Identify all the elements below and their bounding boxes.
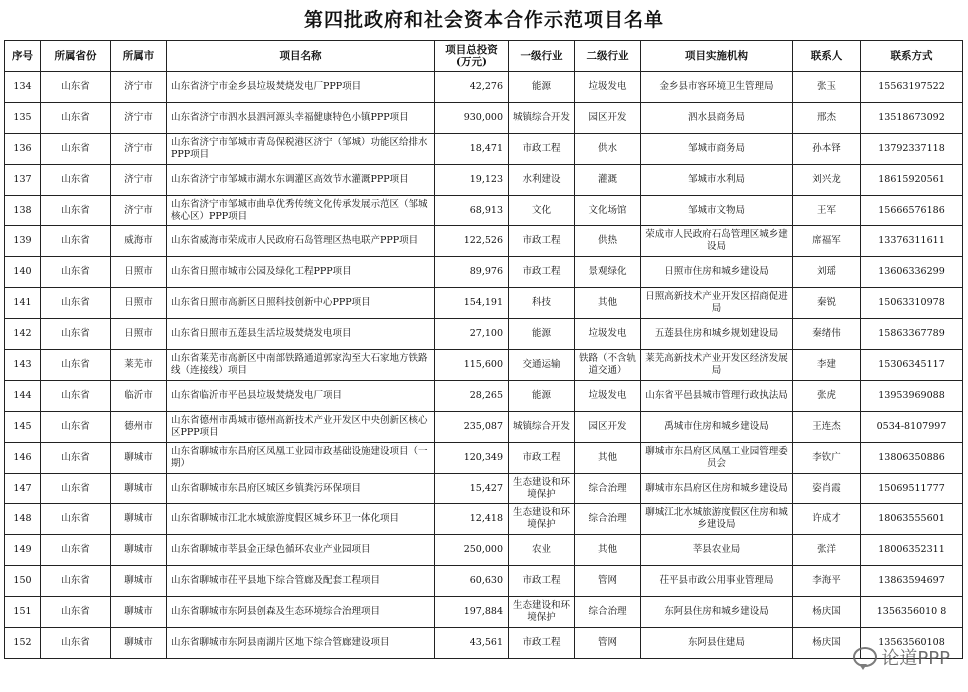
primary-industry-cell: 市政工程 — [509, 133, 575, 164]
project-name-cell: 山东省济宁市金乡县垃圾焚烧发电厂PPP项目 — [167, 72, 435, 103]
column-header: 所属市 — [111, 41, 167, 72]
province-cell: 山东省 — [41, 566, 111, 597]
secondary-industry-cell: 垃圾发电 — [575, 380, 641, 411]
implementing-agency-cell: 日照高新技术产业开发区招商促进局 — [641, 288, 793, 319]
city-cell: 聊城市 — [111, 473, 167, 504]
city-cell: 威海市 — [111, 226, 167, 257]
contact-phone-cell: 0534-8107997 — [861, 411, 963, 442]
contact-phone-cell: 18063555601 — [861, 504, 963, 535]
implementing-agency-cell: 莘县农业局 — [641, 535, 793, 566]
project-name-cell: 山东省聊城市茌平县地下综合管廊及配套工程项目 — [167, 566, 435, 597]
province-cell: 山东省 — [41, 597, 111, 628]
project-name-cell: 山东省德州市禹城市德州高新技术产业开发区中央创新区核心区PPP项目 — [167, 411, 435, 442]
secondary-industry-cell: 综合治理 — [575, 504, 641, 535]
total-investment-cell: 43,561 — [435, 628, 509, 659]
province-cell: 山东省 — [41, 195, 111, 226]
project-list-table — [4, 40, 963, 659]
total-investment-cell: 19,123 — [435, 164, 509, 195]
contact-phone-cell: 13953969088 — [861, 380, 963, 411]
secondary-industry-cell: 文化场馆 — [575, 195, 641, 226]
province-cell: 山东省 — [41, 350, 111, 381]
row-number-cell: 151 — [5, 597, 41, 628]
primary-industry-cell: 市政工程 — [509, 257, 575, 288]
table-row — [5, 597, 963, 628]
province-cell: 山东省 — [41, 442, 111, 473]
contact-phone-cell: 15063310978 — [861, 288, 963, 319]
contact-person-cell: 刘瑶 — [793, 257, 861, 288]
contact-phone-cell: 13806350886 — [861, 442, 963, 473]
column-header: 联系人 — [793, 41, 861, 72]
table-row — [5, 380, 963, 411]
row-number-cell: 136 — [5, 133, 41, 164]
city-cell: 莱芜市 — [111, 350, 167, 381]
primary-industry-cell: 生态建设和环境保护 — [509, 597, 575, 628]
province-cell: 山东省 — [41, 288, 111, 319]
contact-person-cell: 邢杰 — [793, 102, 861, 133]
primary-industry-cell: 交通运输 — [509, 350, 575, 381]
city-cell: 聊城市 — [111, 535, 167, 566]
total-investment-cell: 930,000 — [435, 102, 509, 133]
implementing-agency-cell: 茌平县市政公用事业管理局 — [641, 566, 793, 597]
project-name-cell: 山东省聊城市东昌府区城区乡镇粪污环保项目 — [167, 473, 435, 504]
table-row — [5, 164, 963, 195]
total-investment-cell: 235,087 — [435, 411, 509, 442]
implementing-agency-cell: 邹城市商务局 — [641, 133, 793, 164]
contact-phone-cell: 18615920561 — [861, 164, 963, 195]
province-cell: 山东省 — [41, 535, 111, 566]
secondary-industry-cell: 景观绿化 — [575, 257, 641, 288]
city-cell: 济宁市 — [111, 72, 167, 103]
province-cell: 山东省 — [41, 257, 111, 288]
row-number-cell: 148 — [5, 504, 41, 535]
primary-industry-cell: 生态建设和环境保护 — [509, 473, 575, 504]
table-row — [5, 133, 963, 164]
implementing-agency-cell: 山东省平邑县城市管理行政执法局 — [641, 380, 793, 411]
contact-phone-cell: 15069511777 — [861, 473, 963, 504]
city-cell: 济宁市 — [111, 195, 167, 226]
city-cell: 日照市 — [111, 257, 167, 288]
row-number-cell: 137 — [5, 164, 41, 195]
total-investment-cell: 15,427 — [435, 473, 509, 504]
primary-industry-cell: 能源 — [509, 319, 575, 350]
secondary-industry-cell: 供热 — [575, 226, 641, 257]
primary-industry-cell: 能源 — [509, 72, 575, 103]
primary-industry-cell: 能源 — [509, 380, 575, 411]
table-row — [5, 628, 963, 659]
wechat-bubble-icon — [853, 647, 877, 667]
primary-industry-cell: 农业 — [509, 535, 575, 566]
primary-industry-cell: 市政工程 — [509, 566, 575, 597]
contact-phone-cell: 15666576186 — [861, 195, 963, 226]
table-body — [5, 72, 963, 659]
contact-person-cell: 王军 — [793, 195, 861, 226]
project-name-cell: 山东省聊城市莘县金正绿色循环农业产业园项目 — [167, 535, 435, 566]
implementing-agency-cell: 邹城市文物局 — [641, 195, 793, 226]
total-investment-cell: 12,418 — [435, 504, 509, 535]
city-cell: 日照市 — [111, 288, 167, 319]
province-cell: 山东省 — [41, 164, 111, 195]
city-cell: 济宁市 — [111, 164, 167, 195]
contact-phone-cell: 15563197522 — [861, 72, 963, 103]
contact-person-cell: 张玉 — [793, 72, 861, 103]
column-header: 项目名称 — [167, 41, 435, 72]
total-investment-cell: 28,265 — [435, 380, 509, 411]
implementing-agency-cell: 金乡县市容环境卫生管理局 — [641, 72, 793, 103]
contact-person-cell: 孙本铎 — [793, 133, 861, 164]
secondary-industry-cell: 垃圾发电 — [575, 319, 641, 350]
primary-industry-cell: 科技 — [509, 288, 575, 319]
implementing-agency-cell: 泗水县商务局 — [641, 102, 793, 133]
province-cell: 山东省 — [41, 380, 111, 411]
total-investment-cell: 60,630 — [435, 566, 509, 597]
primary-industry-cell: 市政工程 — [509, 628, 575, 659]
project-name-cell: 山东省临沂市平邑县垃圾焚烧发电厂项目 — [167, 380, 435, 411]
column-header: 序号 — [5, 41, 41, 72]
table-row — [5, 257, 963, 288]
row-number-cell: 149 — [5, 535, 41, 566]
row-number-cell: 135 — [5, 102, 41, 133]
row-number-cell: 138 — [5, 195, 41, 226]
row-number-cell: 150 — [5, 566, 41, 597]
city-cell: 济宁市 — [111, 133, 167, 164]
primary-industry-cell: 文化 — [509, 195, 575, 226]
project-name-cell: 山东省聊城市东阿县创森及生态环境综合治理项目 — [167, 597, 435, 628]
table-row — [5, 566, 963, 597]
total-investment-cell: 42,276 — [435, 72, 509, 103]
total-investment-cell: 197,884 — [435, 597, 509, 628]
column-header: 项目总投资 (万元) — [435, 41, 509, 72]
row-number-cell: 144 — [5, 380, 41, 411]
row-number-cell: 143 — [5, 350, 41, 381]
city-cell: 聊城市 — [111, 628, 167, 659]
secondary-industry-cell: 园区开发 — [575, 411, 641, 442]
contact-person-cell: 许成才 — [793, 504, 861, 535]
city-cell: 德州市 — [111, 411, 167, 442]
contact-person-cell: 张虎 — [793, 380, 861, 411]
total-investment-cell: 27,100 — [435, 319, 509, 350]
secondary-industry-cell: 其他 — [575, 535, 641, 566]
implementing-agency-cell: 禹城市住房和城乡建设局 — [641, 411, 793, 442]
project-name-cell: 山东省济宁市邹城市青岛保税港区济宁（邹城）功能区给排水PPP项目 — [167, 133, 435, 164]
implementing-agency-cell: 邹城市水利局 — [641, 164, 793, 195]
city-cell: 济宁市 — [111, 102, 167, 133]
secondary-industry-cell: 其他 — [575, 288, 641, 319]
total-investment-cell: 120,349 — [435, 442, 509, 473]
city-cell: 日照市 — [111, 319, 167, 350]
watermark — [853, 644, 950, 670]
contact-person-cell: 刘兴龙 — [793, 164, 861, 195]
row-number-cell: 146 — [5, 442, 41, 473]
header-row — [5, 41, 963, 72]
project-name-cell: 山东省聊城市东昌府区凤凰工业园市政基础设施建设项目（一期） — [167, 442, 435, 473]
implementing-agency-cell: 荣成市人民政府石岛管理区城乡建设局 — [641, 226, 793, 257]
contact-phone-cell: 1356356010 8 — [861, 597, 963, 628]
contact-person-cell: 杨庆国 — [793, 597, 861, 628]
province-cell: 山东省 — [41, 72, 111, 103]
table-row — [5, 72, 963, 103]
secondary-industry-cell: 供水 — [575, 133, 641, 164]
contact-person-cell: 杨庆国 — [793, 628, 861, 659]
total-investment-cell: 89,976 — [435, 257, 509, 288]
table-row — [5, 350, 963, 381]
province-cell: 山东省 — [41, 504, 111, 535]
table-header — [5, 41, 963, 72]
project-name-cell: 山东省日照市五莲县生活垃圾焚烧发电项目 — [167, 319, 435, 350]
contact-person-cell: 姿肖霞 — [793, 473, 861, 504]
primary-industry-cell: 市政工程 — [509, 226, 575, 257]
implementing-agency-cell: 聊城江北水城旅游度假区住房和城乡建设局 — [641, 504, 793, 535]
primary-industry-cell: 城镇综合开发 — [509, 102, 575, 133]
contact-person-cell: 秦绪伟 — [793, 319, 861, 350]
secondary-industry-cell: 管网 — [575, 566, 641, 597]
project-name-cell: 山东省威海市荣成市人民政府石岛管理区热电联产PPP项目 — [167, 226, 435, 257]
table-row — [5, 102, 963, 133]
table-row — [5, 288, 963, 319]
column-header: 所属省份 — [41, 41, 111, 72]
table-row — [5, 473, 963, 504]
secondary-industry-cell: 灌溉 — [575, 164, 641, 195]
secondary-industry-cell: 铁路（不含轨道交通） — [575, 350, 641, 381]
table-row — [5, 226, 963, 257]
row-number-cell: 147 — [5, 473, 41, 504]
province-cell: 山东省 — [41, 102, 111, 133]
total-investment-cell: 18,471 — [435, 133, 509, 164]
implementing-agency-cell: 五莲县住房和城乡规划建设局 — [641, 319, 793, 350]
secondary-industry-cell: 垃圾发电 — [575, 72, 641, 103]
total-investment-cell: 122,526 — [435, 226, 509, 257]
primary-industry-cell: 城镇综合开发 — [509, 411, 575, 442]
row-number-cell: 142 — [5, 319, 41, 350]
contact-person-cell: 李建 — [793, 350, 861, 381]
total-investment-cell: 68,913 — [435, 195, 509, 226]
implementing-agency-cell: 东阿县住建局 — [641, 628, 793, 659]
implementing-agency-cell: 日照市住房和城乡建设局 — [641, 257, 793, 288]
project-name-cell: 山东省日照市城市公园及绿化工程PPP项目 — [167, 257, 435, 288]
primary-industry-cell: 市政工程 — [509, 442, 575, 473]
contact-person-cell: 席福军 — [793, 226, 861, 257]
contact-phone-cell: 15863367789 — [861, 319, 963, 350]
contact-phone-cell: 13563560108 — [861, 628, 963, 659]
table-row — [5, 535, 963, 566]
project-name-cell: 山东省日照市高新区日照科技创新中心PPP项目 — [167, 288, 435, 319]
row-number-cell: 134 — [5, 72, 41, 103]
project-name-cell: 山东省莱芜市高新区中南部铁路通道郭家沟至大石家地方铁路线（连接线）项目 — [167, 350, 435, 381]
table-row — [5, 319, 963, 350]
contact-phone-cell: 13518673092 — [861, 102, 963, 133]
table-row — [5, 504, 963, 535]
province-cell: 山东省 — [41, 133, 111, 164]
primary-industry-cell: 生态建设和环境保护 — [509, 504, 575, 535]
primary-industry-cell: 水利建设 — [509, 164, 575, 195]
column-header: 二级行业 — [575, 41, 641, 72]
contact-person-cell: 王连杰 — [793, 411, 861, 442]
city-cell: 聊城市 — [111, 442, 167, 473]
row-number-cell: 139 — [5, 226, 41, 257]
province-cell: 山东省 — [41, 628, 111, 659]
project-name-cell: 山东省济宁市邹城市曲阜优秀传统文化传承发展示范区（邹城核心区）PPP项目 — [167, 195, 435, 226]
project-name-cell: 山东省济宁市邹城市湖水东调灌区高效节水灌溉PPP项目 — [167, 164, 435, 195]
total-investment-cell: 154,191 — [435, 288, 509, 319]
secondary-industry-cell: 综合治理 — [575, 597, 641, 628]
row-number-cell: 141 — [5, 288, 41, 319]
row-number-cell: 140 — [5, 257, 41, 288]
secondary-industry-cell: 管网 — [575, 628, 641, 659]
column-header: 一级行业 — [509, 41, 575, 72]
row-number-cell: 145 — [5, 411, 41, 442]
column-header: 项目实施机构 — [641, 41, 793, 72]
contact-phone-cell: 13863594697 — [861, 566, 963, 597]
city-cell: 聊城市 — [111, 504, 167, 535]
implementing-agency-cell: 莱芜高新技术产业开发区经济发展局 — [641, 350, 793, 381]
secondary-industry-cell: 其他 — [575, 442, 641, 473]
contact-person-cell: 李钦广 — [793, 442, 861, 473]
implementing-agency-cell: 东阿县住房和城乡建设局 — [641, 597, 793, 628]
table-row — [5, 195, 963, 226]
project-name-cell: 山东省聊城市东阿县南湖片区地下综合管廊建设项目 — [167, 628, 435, 659]
province-cell: 山东省 — [41, 226, 111, 257]
implementing-agency-cell: 聊城市东昌府区凤凰工业园管理委员会 — [641, 442, 793, 473]
implementing-agency-cell: 聊城市东昌府区住房和城乡建设局 — [641, 473, 793, 504]
watermark-text: 论道PPP — [881, 648, 950, 669]
contact-phone-cell: 13792337118 — [861, 133, 963, 164]
city-cell: 临沂市 — [111, 380, 167, 411]
city-cell: 聊城市 — [111, 566, 167, 597]
total-investment-cell: 250,000 — [435, 535, 509, 566]
province-cell: 山东省 — [41, 319, 111, 350]
column-header: 联系方式 — [861, 41, 963, 72]
contact-phone-cell: 13376311611 — [861, 226, 963, 257]
table-row — [5, 411, 963, 442]
table-row — [5, 442, 963, 473]
contact-phone-cell: 18006352311 — [861, 535, 963, 566]
project-name-cell: 山东省聊城市江北水城旅游度假区城乡环卫一体化项目 — [167, 504, 435, 535]
city-cell: 聊城市 — [111, 597, 167, 628]
document-title: 第四批政府和社会资本合作示范项目名单 — [303, 9, 664, 31]
contact-person-cell: 李海平 — [793, 566, 861, 597]
secondary-industry-cell: 综合治理 — [575, 473, 641, 504]
province-cell: 山东省 — [41, 411, 111, 442]
total-investment-cell: 115,600 — [435, 350, 509, 381]
contact-person-cell: 秦锐 — [793, 288, 861, 319]
contact-phone-cell: 13606336299 — [861, 257, 963, 288]
contact-phone-cell: 15306345117 — [861, 350, 963, 381]
project-name-cell: 山东省济宁市泗水县泗河源头幸福健康特色小镇PPP项目 — [167, 102, 435, 133]
province-cell: 山东省 — [41, 473, 111, 504]
secondary-industry-cell: 园区开发 — [575, 102, 641, 133]
contact-person-cell: 张洋 — [793, 535, 861, 566]
row-number-cell: 152 — [5, 628, 41, 659]
